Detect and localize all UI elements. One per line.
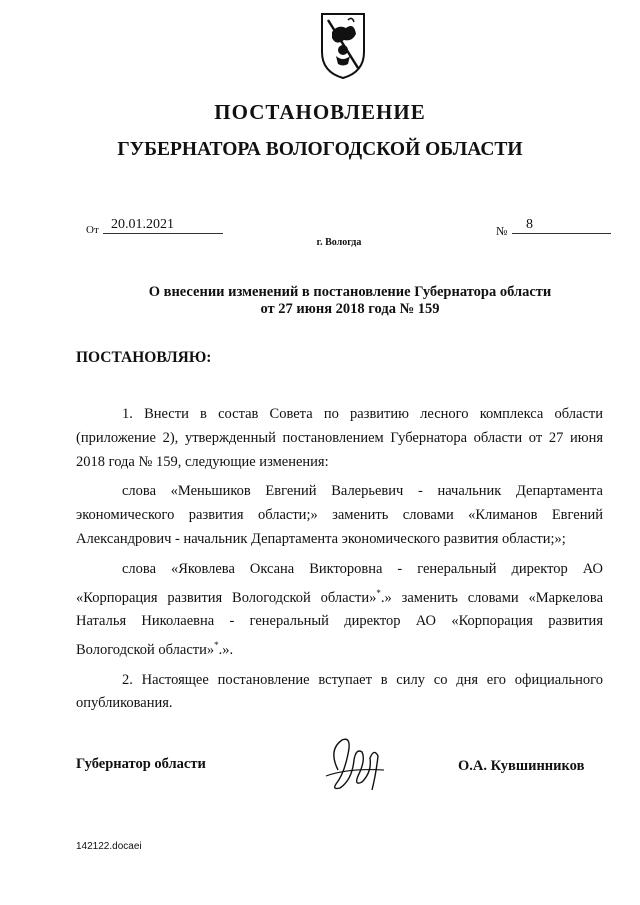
subject-line-1: О внесении изменений в постановление Губернатора области <box>148 284 552 300</box>
document-date: 20.01.2021 <box>103 217 223 234</box>
document-title: ПОСТАНОВЛЕНИЕ <box>214 100 426 124</box>
footnote-mark-2: * <box>214 640 219 650</box>
coat-of-arms-emblem <box>318 12 368 80</box>
file-reference: 142122.docaei <box>76 841 142 852</box>
document-subtitle: ГУБЕРНАТОРА ВОЛОГОДСКОЙ ОБЛАСТИ <box>117 139 523 160</box>
date-prefix: От <box>86 224 99 236</box>
paragraph-3-part-c: .». <box>218 641 234 658</box>
document-body <box>76 403 603 722</box>
paragraph-3 <box>76 558 603 663</box>
number-prefix: № <box>496 224 508 238</box>
paragraph-4: 2. Настоящее постановление вступает в силу со дня его официального опубликования. <box>76 671 603 712</box>
paragraph-1: 1. Внести в состав Совета по развитию лесного комплекса области (приложение 2), утвержденный постановлением Губернатора области от 27 июня 2018 года № 159, следующие изменения: <box>76 406 603 470</box>
city-label: г. Вологда <box>316 237 362 248</box>
paragraph-2: слова «Меньшиков Евгений Валерьевич - начальник Департамента экономического развития области;» заменить словами «Климанов Евгений Александрович - начальник Департамента экономического развития области;»; <box>76 483 603 547</box>
paragraph-3-part-b: .» заменить словами «Маркелова Наталья Николаевна - генеральный директор АО «Корпорация развития Вологодской области» <box>76 589 604 658</box>
handwritten-signature <box>318 730 398 798</box>
document-subject <box>60 284 640 318</box>
paragraph-3-part-a: слова «Яковлева Оксана Викторовна - генеральный директор АО «Корпорация развития Вологодской области» <box>76 560 603 606</box>
decree-word: ПОСТАНОВЛЯЮ: <box>76 349 212 366</box>
document-number: 8 <box>512 217 611 234</box>
footnote-mark-1: * <box>376 587 381 598</box>
subject-line-2: от 27 июня 2018 года № 159 <box>260 301 440 317</box>
signatory-name: О.А. Кувшинников <box>458 758 585 774</box>
signatory-role: Губернатор области <box>76 756 206 772</box>
